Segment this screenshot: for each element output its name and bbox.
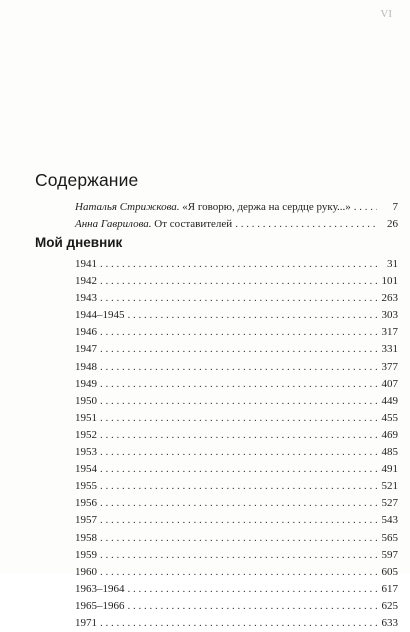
year-page: 101	[381, 275, 398, 288]
year-label: 1947	[75, 343, 97, 356]
leader-dots	[100, 341, 377, 358]
toc-entry	[75, 216, 398, 233]
year-entry	[75, 444, 398, 461]
year-page: 455	[381, 411, 398, 424]
year-page: 491	[381, 463, 398, 476]
year-entry	[75, 376, 398, 393]
leader-dots	[100, 615, 377, 632]
year-entry	[75, 273, 398, 290]
year-label: 1952	[75, 428, 97, 441]
year-entry	[75, 359, 398, 376]
year-entry	[75, 341, 398, 358]
leader-dots	[100, 393, 377, 410]
leader-dots	[235, 216, 377, 233]
leader-dots	[100, 273, 377, 290]
year-page: 565	[381, 531, 398, 544]
year-entry	[75, 547, 398, 564]
toc-entry	[75, 199, 398, 216]
year-entry	[75, 615, 398, 632]
year-label: 1953	[75, 446, 97, 459]
year-label: 1950	[75, 394, 97, 407]
toc-entry-text: «Я говорю, держа на сердце руку...»	[182, 201, 351, 213]
year-entry	[75, 290, 398, 307]
year-label: 1960	[75, 565, 97, 578]
toc-entry-label	[75, 216, 232, 233]
year-label: 1942	[75, 275, 97, 288]
toc-entry-author: Анна Гаврилова.	[75, 218, 152, 230]
leader-dots	[100, 324, 377, 341]
year-entry	[75, 530, 398, 547]
year-page: 263	[381, 292, 398, 305]
leader-dots	[354, 199, 377, 216]
year-label: 1959	[75, 548, 97, 561]
year-page: 605	[381, 565, 398, 578]
year-label: 1958	[75, 531, 97, 544]
leader-dots	[128, 598, 378, 615]
year-entry	[75, 307, 398, 324]
year-page: 407	[381, 377, 398, 390]
leader-dots	[100, 478, 377, 495]
year-page: 31	[387, 258, 398, 270]
year-label: 1944–1945	[75, 309, 125, 322]
year-label: 1957	[75, 514, 97, 527]
leader-dots	[100, 376, 377, 393]
year-entry	[75, 512, 398, 529]
toc-entry-text: От составителей	[154, 218, 233, 230]
toc-entry-page: 7	[392, 201, 398, 213]
leader-dots	[100, 461, 377, 478]
leader-dots	[100, 530, 377, 547]
year-page: 331	[381, 343, 398, 356]
year-entry	[75, 410, 398, 427]
year-entry	[75, 324, 398, 341]
year-page: 633	[381, 616, 398, 629]
year-page: 521	[381, 480, 398, 493]
toc-title: Содержание	[35, 170, 139, 190]
year-label: 1955	[75, 480, 97, 493]
leader-dots	[100, 427, 377, 444]
year-page: 485	[381, 446, 398, 459]
year-label: 1965–1966	[75, 599, 125, 612]
leader-dots	[100, 444, 377, 461]
year-page: 543	[381, 514, 398, 527]
year-page: 527	[381, 497, 398, 510]
year-entry	[75, 427, 398, 444]
year-label: 1956	[75, 497, 97, 510]
leader-dots	[128, 307, 378, 324]
section-title: Мой дневник	[35, 235, 123, 250]
year-entry	[75, 461, 398, 478]
year-page: 597	[381, 548, 398, 561]
leader-dots	[100, 495, 377, 512]
year-label: 1949	[75, 377, 97, 390]
year-page: 469	[381, 428, 398, 441]
leader-dots	[100, 564, 377, 581]
year-entry	[75, 495, 398, 512]
year-page: 625	[381, 599, 398, 612]
year-entry	[75, 581, 398, 598]
year-label: 1948	[75, 360, 97, 373]
year-entry	[75, 598, 398, 615]
year-entry	[75, 256, 398, 273]
year-label: 1943	[75, 292, 97, 305]
intro-entries	[75, 199, 398, 233]
leader-dots	[100, 410, 377, 427]
leader-dots	[100, 547, 377, 564]
leader-dots	[100, 512, 377, 529]
year-entry	[75, 564, 398, 581]
year-label: 1954	[75, 463, 97, 476]
year-label: 1946	[75, 326, 97, 339]
year-entry	[75, 478, 398, 495]
year-label: 1963–1964	[75, 582, 125, 595]
page-number: VI	[380, 8, 392, 20]
year-page: 377	[381, 360, 398, 373]
year-entries	[75, 256, 398, 632]
year-page: 317	[381, 326, 398, 339]
year-label: 1941	[75, 258, 97, 270]
leader-dots	[100, 256, 377, 273]
leader-dots	[128, 581, 378, 598]
leader-dots	[100, 359, 377, 376]
year-page: 617	[381, 582, 398, 595]
leader-dots	[100, 290, 377, 307]
year-label: 1971	[75, 616, 97, 629]
toc-entry-author: Наталья Стрижкова.	[75, 201, 180, 213]
toc-entry-label	[75, 199, 351, 216]
year-page: 303	[381, 309, 398, 322]
year-label: 1951	[75, 411, 97, 424]
year-entry	[75, 393, 398, 410]
toc-entry-page: 26	[387, 218, 398, 230]
year-page: 449	[381, 394, 398, 407]
